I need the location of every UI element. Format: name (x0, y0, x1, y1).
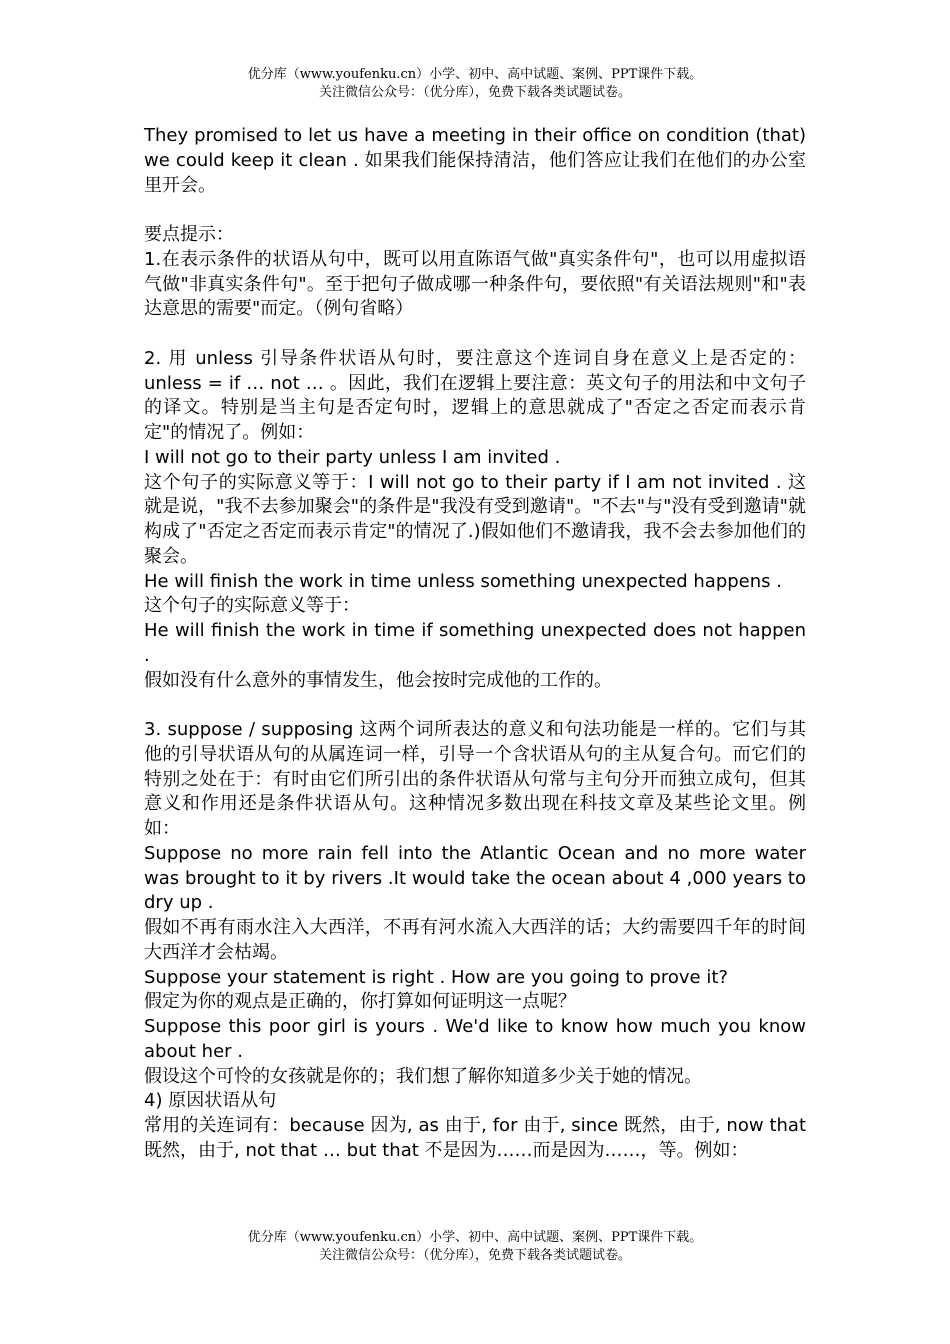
tip-3-example-2: Suppose your statement is right . How are you going to prove it? (144, 966, 728, 988)
tip-2-example-2-lead: 这个句子的实际意义等于： (144, 595, 360, 617)
tip-2-example-2: He will finish the work in time unless something unexpected happens . (144, 570, 782, 592)
tip-2-example-1-note: 这个句子的实际意义等于：I will not go to their party if I am not invited . 这就是说，"我不去参加聚会"的条件是"我没有受到邀请"。"不去"与"没有受到邀请"就构成了"否定之否定而表示肯定"的情况了.)假如他们不邀请我，我不会去参加他们的聚会。 (144, 471, 806, 567)
intro-example: They promised to let us have a meeting in their office on condition (that) we could keep it clean . 如果我们能保持清洁，他们答应让我们在他们的办公室里开会。 (144, 125, 806, 196)
tip-3-example-3-translation: 假设这个可怜的女孩就是你的；我们想了解你知道多少关于她的情况。 (144, 1065, 702, 1087)
tip-2: 2. 用 unless 引导条件状语从句时，要注意这个连词自身在意义上是否定的：unless = if … not … 。因此，我们在逻辑上要注意：英文句子的用法和中文句子的译文。特别是当主句是否定句时，逻辑上的意思就成了"否定之否定而表示肯定"的情况了。例如： (144, 347, 806, 443)
tip-1: 1.在表示条件的状语从句中，既可以用直陈语气做"真实条件句"，也可以用虚拟语气做"非真实条件句"。至于把句子做成哪一种条件句，要依照"有关语法规则"和"表达意思的需要"而定。（例句省略） (144, 248, 806, 320)
section-4-title: 4) 原因状语从句 (144, 1090, 277, 1112)
tips-heading: 要点提示： (144, 224, 234, 245)
header-line-2: 关注微信公众号：（优分库），免费下载各类试题试卷。 (318, 85, 631, 100)
spacer (144, 693, 806, 718)
tip-3-example-1: Suppose no more rain fell into the Atlantic Ocean and no more water was brought to it by rivers .It would take the ocean about 4 ,000 years to dry up . (144, 842, 806, 914)
spacer (144, 198, 806, 223)
footer-line-1: 优分库（www.youfenku.cn）小学、初中、高中试题、案例、PPT课件下载。 (247, 1230, 703, 1245)
spacer (144, 322, 806, 347)
page-footer (0, 1229, 950, 1265)
tip-3-example-2-translation: 假定为你的观点是正确的，你打算如何证明这一点呢？ (144, 991, 576, 1013)
section-4-text: 常用的关连词有：because 因为, as 由于, for 由于, since 既然，由于, now that 既然，由于, not that … but that 不是因为……而是因为……，等。例如： (144, 1115, 806, 1161)
tip-3-example-1-translation: 假如不再有雨水注入大西洋，不再有河水流入大西洋的话；大约需要四千年的时间大西洋才会枯竭。 (144, 917, 806, 963)
tip-2-example-2-equivalent: He will finish the work in time if something unexpected does not happen . (144, 620, 806, 666)
tip-2-example-1: I will not go to their party unless I am invited . (144, 446, 561, 468)
tip-3-example-3: Suppose this poor girl is yours . We'd like to know how much you know about her . (144, 1016, 806, 1062)
tip-3: 3. suppose / supposing 这两个词所表达的意义和句法功能是一样的。它们与其他的引导状语从句的从属连词一样，引导一个含状语从句的主从复合句。而它们的特别之处在于：有时由它们所引出的条件状语从句常与主句分开而独立成句，但其意义和作用还是条件状语从句。这种情况多数出现在科技文章及某些论文里。例如： (144, 719, 806, 839)
header-line-1: 优分库（www.youfenku.cn）小学、初中、高中试题、案例、PPT课件下载。 (247, 67, 703, 82)
document-body (144, 124, 806, 1164)
page-header (0, 66, 950, 102)
footer-line-2: 关注微信公众号：（优分库），免费下载各类试题试卷。 (318, 1248, 631, 1263)
tip-2-example-2-translation: 假如没有什么意外的事情发生，他会按时完成他的工作的。 (144, 669, 612, 691)
